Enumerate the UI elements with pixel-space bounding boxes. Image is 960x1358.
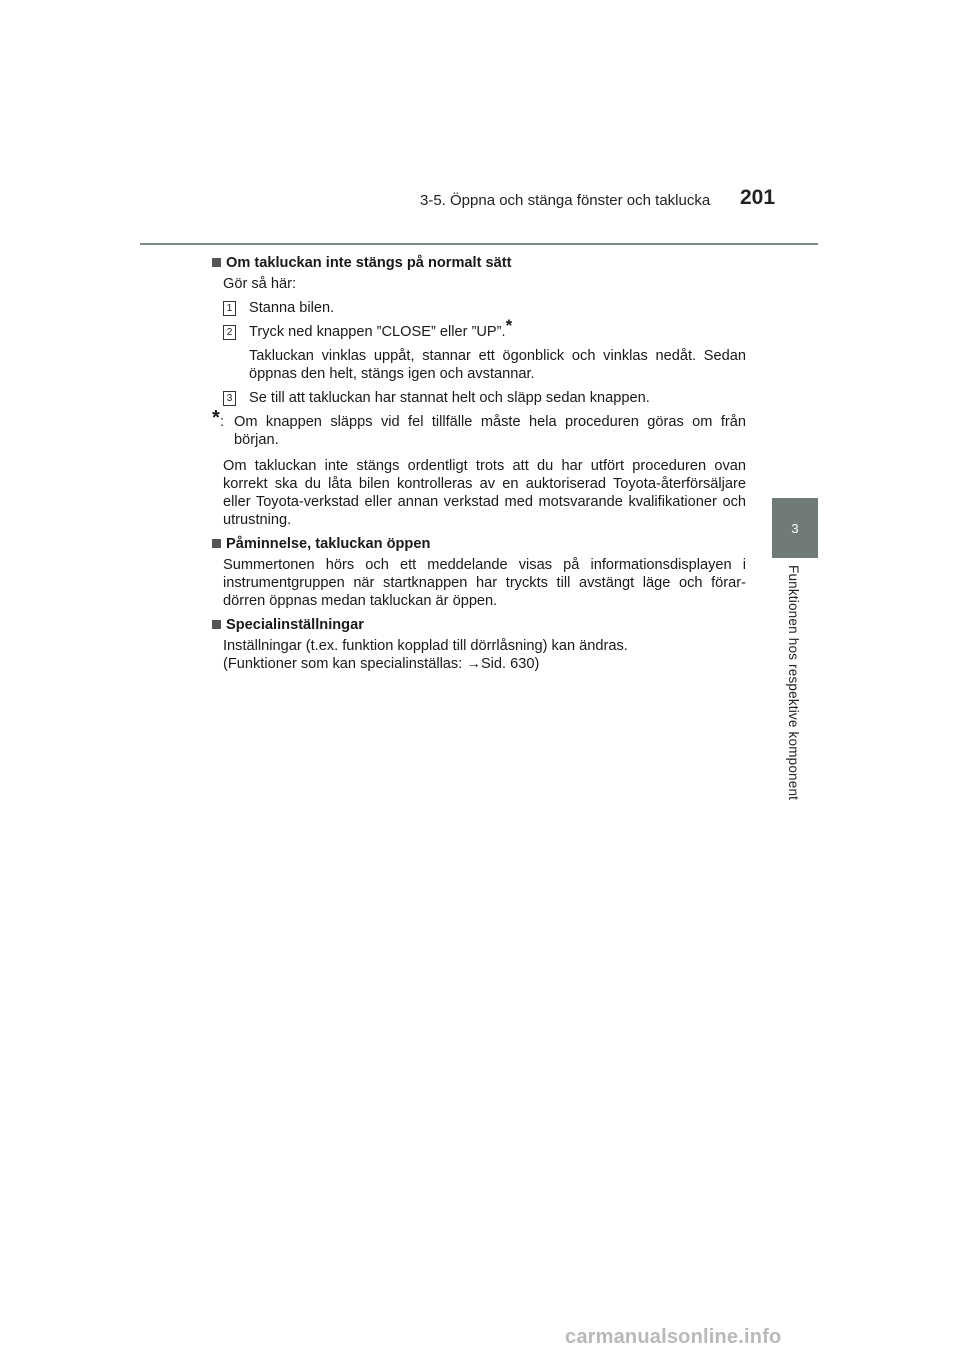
step-text: Tryck ned knappen ”CLOSE” eller ”UP”.: [249, 324, 506, 340]
step-text: Stanna bilen.: [249, 300, 335, 316]
step-item: [223, 299, 746, 317]
footnote-asterisk: *: [212, 407, 220, 429]
square-bullet-icon: [212, 258, 221, 267]
chapter-title: Funktionen hos respektive komponent: [786, 565, 801, 801]
page-number: 201: [740, 186, 776, 209]
chapter-title-vertical: [785, 565, 805, 805]
footnote-text: Om knappen släpps vid fel tillfälle måste hela proceduren göras om från början.: [234, 414, 746, 448]
note-text: Om takluckan inte stängs ordentligt trots att du har utfört proceduren ovan korrekt ska du låta bilen kontrolleras av en auktoriserad Toyota-återförsäljare eller Toyota-verkstad eller annan verkstad med motsvarande kvalifikationer och utrustning.: [223, 458, 746, 528]
section-heading: Specialinställningar: [212, 616, 746, 634]
body-text: Summertonen hörs och ett meddelande visas på informationsdisplayen i instrumentgruppen när startknappen har tryckts till avstängt läge och förar-dörren öppnas medan takluckan är öppen.: [223, 557, 746, 609]
chapter-tab[interactable]: [772, 498, 818, 558]
arrow-right-icon: →: [466, 656, 481, 672]
chapter-number: 3: [791, 520, 799, 536]
footnote-asterisk: *: [505, 316, 513, 335]
section-customization: [212, 616, 746, 673]
section-heading: Påminnelse, takluckan öppen: [212, 535, 746, 553]
step-number-box: 2: [223, 325, 236, 340]
step-number-box: 3: [223, 391, 236, 406]
section-title: 3-5. Öppna och stänga fönster och taklucka: [420, 192, 711, 209]
step-number-box: 1: [223, 301, 236, 316]
header-divider: [140, 243, 818, 245]
intro-text: Gör så här:: [223, 276, 296, 292]
step-item: [223, 389, 746, 407]
section-heading: Om takluckan inte stängs på normalt sätt: [212, 254, 746, 272]
section-sunroof-reminder: [212, 535, 746, 610]
square-bullet-icon: [212, 539, 221, 548]
footnote: * : Om knappen släpps vid fel tillfälle måste hela proceduren göras om från början.: [212, 407, 746, 448]
section-sunroof-not-closing: [212, 254, 746, 529]
step-item: [223, 316, 746, 341]
page-reference: (Funktioner som kan specialinställas: →Sid. 630): [223, 656, 540, 672]
page-link[interactable]: Sid. 630): [480, 656, 540, 672]
watermark: carmanualsonline.info: [565, 1326, 782, 1348]
step-text: Se till att takluckan har stannat helt och släpp sedan knappen.: [249, 390, 650, 406]
page-content: [212, 254, 746, 679]
body-text: Inställningar (t.ex. funktion kopplad till dörrlåsning) kan ändras.: [223, 638, 628, 654]
square-bullet-icon: [212, 620, 221, 629]
step-description: Takluckan vinklas uppåt, stannar ett ögonblick och vinklas nedåt. Sedan öppnas den helt, stängs igen och avstannar.: [249, 348, 746, 382]
